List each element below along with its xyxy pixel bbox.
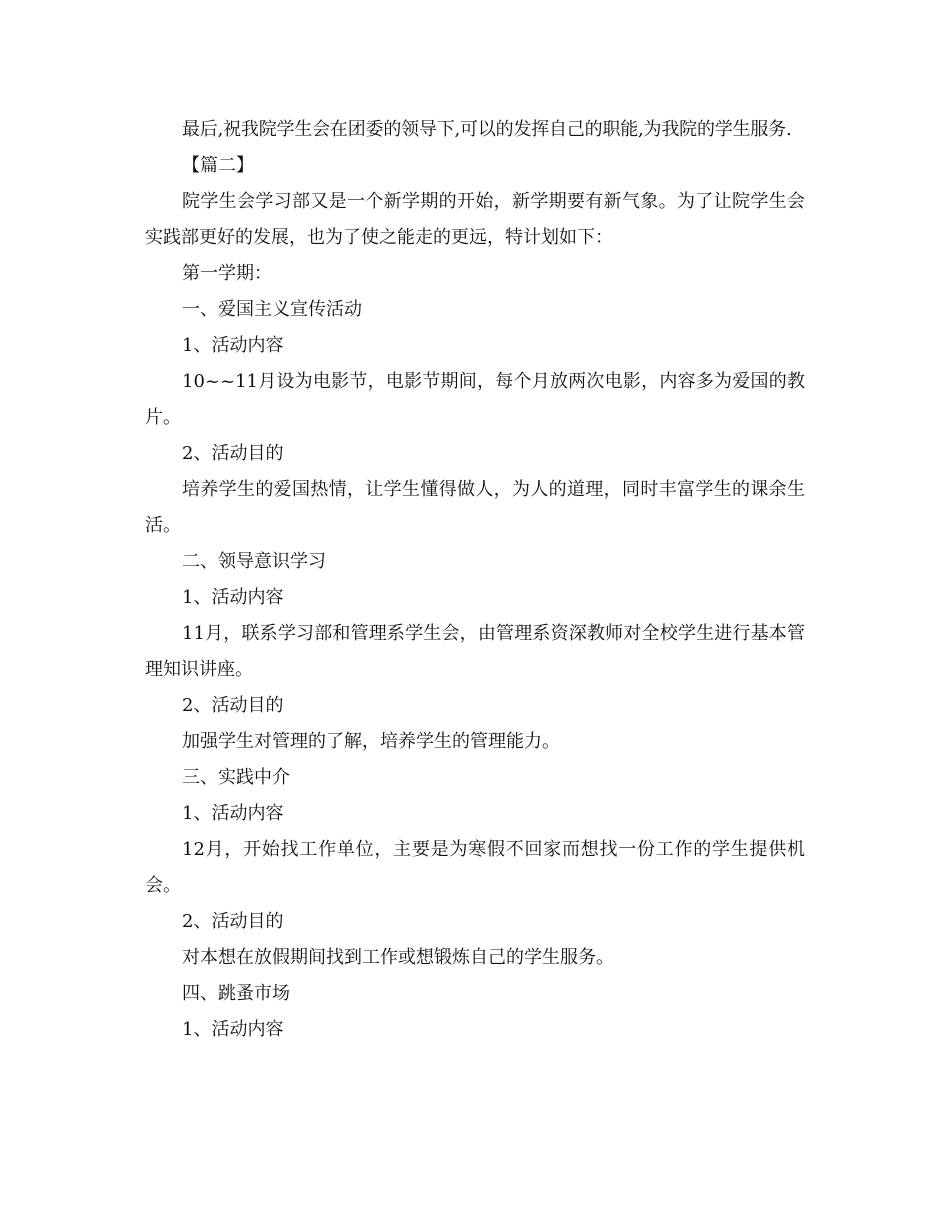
section-heading-part-two: 【篇二】 xyxy=(182,155,254,176)
activity-heading-1: 一、爱国主义宣传活动 xyxy=(182,299,362,320)
activity-1-content-label: 1、活动内容 xyxy=(182,335,284,356)
activity-1-purpose-label: 2、活动目的 xyxy=(182,443,284,464)
activity-heading-2: 二、领导意识学习 xyxy=(182,551,326,572)
activity-1-purpose-text: 培养学生的爱国热情，让学生懂得做人，为人的道理，同时丰富学生的课余生活。 xyxy=(145,479,805,536)
paragraph-intro: 院学生会学习部又是一个新学期的开始，新学期要有新气象。为了让院学生会实践部更好的发展，也为了使之能走的更远，特计划如下： xyxy=(145,191,805,248)
activity-3-content-text: 12月，开始找工作单位，主要是为寒假不回家而想找一份工作的学生提供机会。 xyxy=(145,839,805,896)
activity-2-content-text: 11月，联系学习部和管理系学生会，由管理系资深教师对全校学生进行基本管理知识讲座。 xyxy=(145,623,805,680)
activity-4-content-label: 1、活动内容 xyxy=(182,1019,284,1040)
activity-3-purpose-text: 对本想在放假期间找到工作或想锻炼自己的学生服务。 xyxy=(182,947,614,968)
activity-2-purpose-label: 2、活动目的 xyxy=(182,695,284,716)
activity-1-content-text: 10~~11月设为电影节，电影节期间，每个月放两次电影，内容多为爱国的教片。 xyxy=(145,371,805,428)
activity-2-content-label: 1、活动内容 xyxy=(182,587,284,608)
activity-heading-3: 三、实践中介 xyxy=(182,767,290,788)
activity-2-purpose-text: 加强学生对管理的了解，培养学生的管理能力。 xyxy=(182,731,560,752)
semester-heading: 第一学期： xyxy=(182,263,272,284)
activity-3-purpose-label: 2、活动目的 xyxy=(182,911,284,932)
paragraph-closing-wish: 最后,祝我院学生会在团委的领导下,可以的发挥自己的职能,为我院的学生服务. xyxy=(182,119,792,140)
activity-3-content-label: 1、活动内容 xyxy=(182,803,284,824)
activity-heading-4: 四、跳蚤市场 xyxy=(182,983,290,1004)
document-body xyxy=(145,112,805,1048)
